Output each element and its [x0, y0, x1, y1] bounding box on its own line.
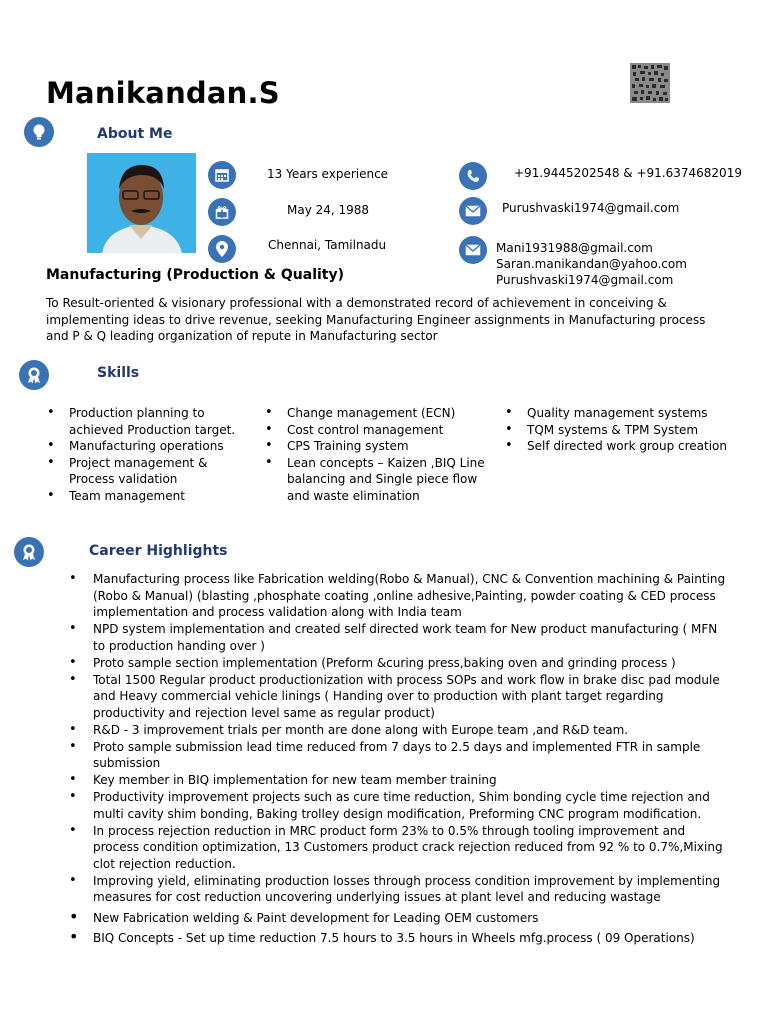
phone-text: +91.9445202548 & +91.6374682019 [514, 166, 742, 180]
list-item: • Self directed work group creation [527, 438, 757, 455]
skills-column-1 [69, 405, 244, 504]
qr-code [630, 63, 670, 103]
list-item: • Proto sample section implementation (Preform &curing press,baking oven and grinding process ) [93, 655, 733, 672]
lightbulb-icon [24, 117, 54, 147]
skills-column-3 [527, 405, 757, 455]
list-item: • Lean concepts – Kaizen ,BIQ Line balancing and Single piece flow and waste elimination [287, 455, 492, 505]
role-title: Manufacturing (Production & Quality) [46, 267, 345, 283]
list-item: • Improving yield, eliminating production losses through process condition improvement by implementing measures for cost reduction uncovering underlying issues at plant level and reducing wastage [93, 873, 733, 906]
email-other-item: Saran.manikandan@yahoo.com [496, 257, 687, 271]
summary-paragraph: To Result-oriented & visionary professional with a demonstrated record of achievement in conceiving & implementing ideas to drive revenue, seeking Manufacturing Engineer assignments in Manufacturing process and P & Q leading organization of repute in Manufacturing sector [46, 296, 706, 343]
list-item: • CPS Training system [287, 438, 492, 455]
list-item: • In process rejection reduction in MRC product form 23% to 0.5% through tooling improvement and process condition optimization, 13 Customers product crack rejection reduced from 92 % to 0.7%,Mixing clot rejection reduction. [93, 823, 733, 873]
career-highlights-title: Career Highlights [89, 543, 228, 559]
list-item: • Cost control management [287, 422, 492, 439]
list-item: • Project management & Process validation [69, 455, 244, 488]
phone-icon [459, 162, 487, 190]
list-item: • TQM systems & TPM System [527, 422, 757, 439]
calendar-icon [208, 161, 236, 189]
email-other-item: Mani1931988@gmail.com [496, 241, 653, 255]
dob-text: May 24, 1988 [287, 203, 370, 217]
list-item: • Total 1500 Regular product productionization with process SOPs and work flow in brake disc pad module and Heavy commercial vehicle linings ( Handing over to production with plant target regarding productivity and rejection level same as regular product) [93, 672, 733, 722]
list-item: • R&D - 3 improvement trials per month are done along with Europe team ,and R&D team. [93, 722, 733, 739]
skills-column-2 [287, 405, 492, 504]
skills-title: Skills [97, 365, 140, 381]
location-pin-icon [208, 235, 236, 263]
list-item: • New Fabrication welding & Paint development for Leading OEM customers [93, 910, 733, 927]
list-item: • Proto sample submission lead time reduced from 7 days to 2.5 days and implemented FTR in sample submission [93, 739, 733, 772]
career-highlights-list [93, 571, 733, 947]
list-item: • Team management [69, 488, 244, 505]
list-item: • Manufacturing process like Fabrication welding(Robo & Manual), CNC & Convention machining & Painting (Robo & Manual) (blasting ,phosphate coating ,online adhesive,Painting, powder coating & CED process implementation and process validation along with India team [93, 571, 733, 621]
list-item: • Manufacturing operations [69, 438, 244, 455]
list-item: • BIQ Concepts - Set up time reduction 7.5 hours to 3.5 hours in Wheels mfg.process ( 09 Operations) [93, 930, 733, 947]
list-item: • Quality management systems [527, 405, 757, 422]
email-icon [459, 236, 487, 264]
award-ribbon-icon [14, 537, 44, 567]
about-me-title: About Me [97, 126, 173, 142]
list-item: • Change management (ECN) [287, 405, 492, 422]
gift-icon [208, 198, 236, 226]
email-other-item: Purushvaski1974@gmail.com [496, 273, 674, 287]
email-primary-text: Purushvaski1974@gmail.com [502, 201, 680, 215]
email-icon [459, 197, 487, 225]
list-item: • Productivity improvement projects such as cure time reduction, Shim bonding cycle time rejection and multi cavity shim bonding, Baking trolley design modification, Preforming CNC program modification. [93, 789, 733, 822]
list-item: • NPD system implementation and created self directed work team for New product manufacturing ( MFN to production handing over ) [93, 621, 733, 654]
profile-photo [87, 153, 196, 253]
location-text: Chennai, Tamilnadu [268, 238, 387, 252]
list-item: • Production planning to achieved Production target. [69, 405, 244, 438]
list-item: • Key member in BIQ implementation for new team member training [93, 772, 733, 789]
email-other-list [496, 240, 687, 288]
award-ribbon-icon [19, 360, 49, 390]
experience-text: 13 Years experience [267, 167, 389, 181]
candidate-name: Manikandan.S [46, 76, 280, 110]
